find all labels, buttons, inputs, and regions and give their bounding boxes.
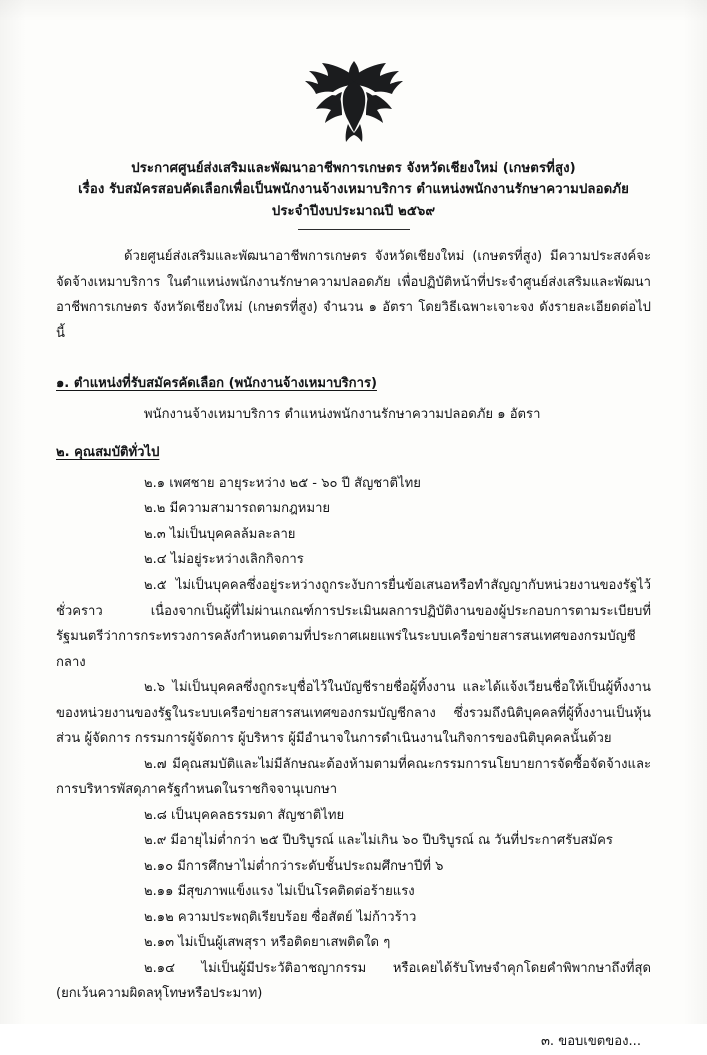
list-item: ๒.๕ ไม่เป็นบุคคลซึ่งอยู่ระหว่างถูกระงับการยื่นข้อเสนอหรือทำสัญญากับหน่วยงานของรัฐไว้ชั่วคราว เนื่องจากเป็นผู้ที่ไม่ผ่านเกณฑ์การประเมินผลการปฏิบัติงานของผู้ประกอบการตามระเบียบที่รัฐมนตรีว่าการกระทรวงการคลังกำหนดตามที่ประกาศเผยแพร่ในระบบเครือข่ายสารสนเทศของกรมบัญชีกลาง — [56, 577, 651, 670]
emblem-container — [56, 58, 651, 148]
heading-line-3: ประจำปีงบประมาณปี ๒๕๖๙ — [271, 203, 436, 219]
list-item: ๒.๑ เพศชาย อายุระหว่าง ๒๕ - ๖๐ ปี สัญชาติไทย — [144, 475, 421, 491]
section-2-heading: ๒. คุณสมบัติทั่วไป — [56, 445, 160, 461]
list-item: ๒.๗ มีคุณสมบัติและไม่มีลักษณะต้องห้ามตามที่คณะกรรมการนโยบายการจัดซื้อจัดจ้างและการบริหารพัสดุภาครัฐกำหนดในราชกิจจานุเบกษา — [56, 756, 651, 798]
list-item: ๒.๒ มีความสามารถตามกฎหมาย — [144, 501, 331, 517]
document-heading — [56, 158, 651, 230]
list-item: ๒.๑๒ ความประพฤติเรียบร้อย ซื่อสัตย์ ไม่ก้าวร้าว — [144, 909, 417, 925]
list-item: ๒.๙ มีอายุไม่ต่ำกว่า ๒๕ ปีบริบูรณ์ และไม่เกิน ๖๐ ปีบริบูรณ์ ณ วันที่ประกาศรับสมัคร — [144, 833, 613, 849]
list-item: ๒.๑๔ ไม่เป็นผู้มีประวัติอาชญากรรม หรือเคยได้รับโทษจำคุกโดยคำพิพากษาถึงที่สุด (ยกเว้นความผิดลหุโทษหรือประมาท) — [56, 960, 651, 1002]
garuda-emblem-icon — [304, 58, 404, 144]
document-body — [56, 244, 651, 1054]
list-item: ๒.๔ ไม่อยู่ระหว่างเลิกกิจการ — [144, 552, 304, 568]
list-item: ๒.๑๓ ไม่เป็นผู้เสพสุรา หรือติดยาเสพติดใด ๆ — [144, 935, 391, 951]
section-1-body: พนักงานจ้างเหมาบริการ ตำแหน่งพนักงานรักษาความปลอดภัย ๑ อัตรา — [144, 406, 541, 422]
heading-line-2: เรื่อง รับสมัครสอบคัดเลือกเพื่อเป็นพนักงานจ้างเหมาบริการ ตำแหน่งพนักงานรักษาความปลอดภัย — [78, 182, 629, 198]
list-item: ๒.๓ ไม่เป็นบุคคลล้มละลาย — [144, 526, 296, 542]
next-section-note: ๓. ขอบเขตของ... — [540, 1034, 641, 1049]
section-1-heading: ๑. ตำแหน่งที่รับสมัครคัดเลือก (พนักงานจ้างเหมาบริการ) — [56, 376, 377, 392]
list-item: ๒.๖ ไม่เป็นบุคคลซึ่งถูกระบุชื่อไว้ในบัญชีรายชื่อผู้ทิ้งงาน และได้แจ้งเวียนชื่อให้เป็นผู้ทิ้งงานของหน่วยงานของรัฐในระบบเครือข่ายสารสนเทศของกรมบัญชีกลาง ซึ่งรวมถึงนิติบุคคลที่ผู้ทิ้งงานเป็นหุ้นส่วน ผู้จัดการ กรรมการผู้จัดการ ผู้บริหาร ผู้มีอำนาจในการดำเนินงานในกิจการของนิติบุคคลนั้นด้วย — [56, 680, 651, 747]
list-item: ๒.๘ เป็นบุคคลธรรมดา สัญชาติไทย — [144, 807, 345, 823]
list-item: ๒.๑๑ มีสุขภาพแข็งแรง ไม่เป็นโรคติดต่อร้ายแรง — [144, 884, 415, 900]
heading-divider — [298, 229, 410, 230]
list-item: ๒.๑๐ มีการศึกษาไม่ต่ำกว่าระดับชั้นประถมศึกษาปีที่ ๖ — [144, 858, 444, 874]
intro-paragraph: ด้วยศูนย์ส่งเสริมและพัฒนาอาชีพการเกษตร จังหวัดเชียงใหม่ (เกษตรที่สูง) มีความประสงค์จะจัดจ้างเหมาบริการ ในตำแหน่งพนักงานรักษาความปลอดภัย เพื่อปฏิบัติหน้าที่ประจำศูนย์ส่งเสริมและพัฒนาอาชีพการเกษตร จังหวัดเชียงใหม่ (เกษตรที่สูง) จำนวน ๑ อัตรา โดยวิธีเฉพาะเจาะจง ดังรายละเอียดต่อไปนี้ — [56, 249, 651, 341]
heading-line-1: ประกาศศูนย์ส่งเสริมและพัฒนาอาชีพการเกษตร จังหวัดเชียงใหม่ (เกษตรที่สูง) — [131, 161, 576, 176]
